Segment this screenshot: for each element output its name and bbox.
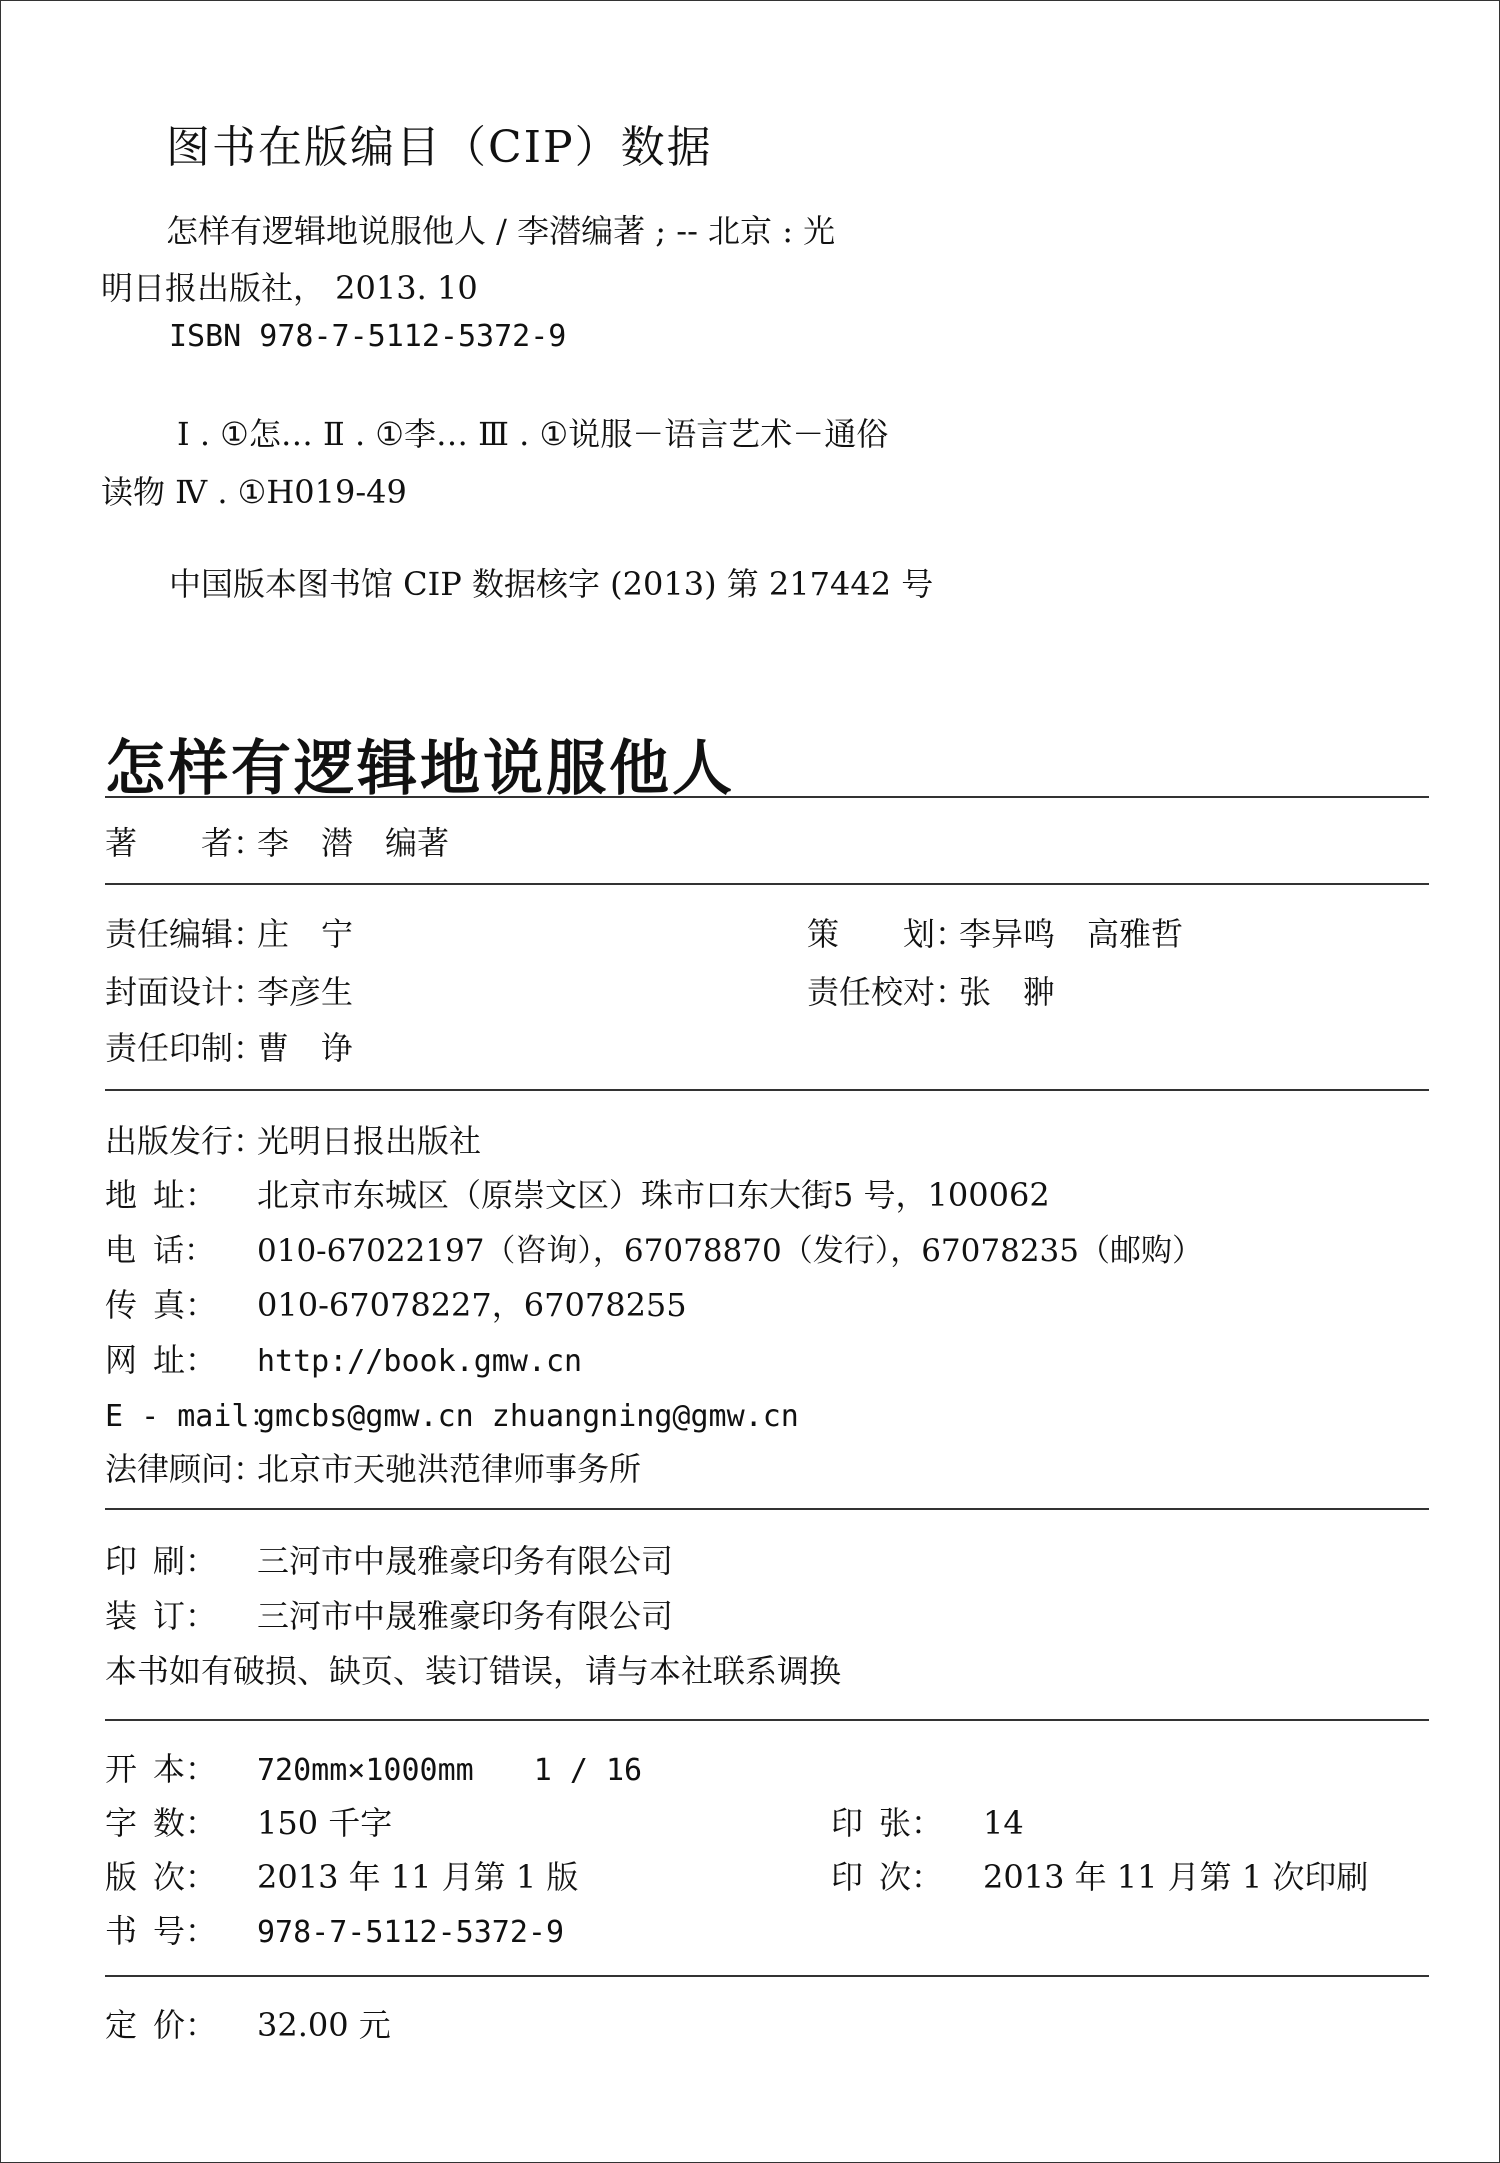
price-label-a: 定 [105, 2006, 138, 2044]
printer-label-b: 刷： [153, 1542, 218, 1580]
print-supervisor-value: 曹 诤 [257, 1029, 354, 1067]
format-value: 720mm×1000mm 1 / 16 [257, 1753, 643, 1788]
cip-classification-2: 读物 Ⅳ . ①H019-49 [101, 473, 407, 511]
cip-line-1: 怎样有逻辑地说服他人 / 李潜编著 ; -- 北京 : 光 [166, 212, 836, 250]
print-supervisor-row [105, 1023, 353, 1069]
printer-row [105, 1536, 673, 1582]
legal-advisor-label: 法律顾问： [105, 1450, 266, 1488]
website-link[interactable]: http://book.gmw.cn [257, 1344, 583, 1379]
phone-label-a: 电 [105, 1233, 136, 1269]
cip-isbn: ISBN 978-7-5112-5372-9 [169, 319, 567, 354]
cover-design-value: 李彦生 [257, 973, 354, 1011]
print-run-row [831, 1852, 1368, 1898]
isbn-row [105, 1906, 564, 1952]
print-run-label-a: 印 [831, 1858, 864, 1896]
address-value: 北京市东城区（原崇文区）珠市口东大街5 号，100062 [257, 1176, 1050, 1214]
planner-label: 策 划： [807, 915, 968, 953]
website-row [105, 1335, 582, 1381]
divider [105, 1089, 1429, 1091]
planner-row [807, 909, 1183, 955]
word-count-label-b: 数： [153, 1804, 218, 1842]
price-value: 32.00 元 [257, 2006, 391, 2044]
print-run-label-b: 次： [879, 1858, 944, 1896]
divider [105, 1719, 1429, 1721]
word-count-label-a: 字 [105, 1804, 138, 1842]
address-row [105, 1170, 1050, 1216]
legal-advisor-row [105, 1444, 641, 1490]
cover-design-row [105, 967, 353, 1013]
publisher-label: 出版发行： [105, 1122, 266, 1160]
phone-row [105, 1225, 1203, 1270]
author-row [105, 818, 449, 864]
edition-row [105, 1852, 578, 1898]
fax-value: 010-67078227，67078255 [257, 1286, 687, 1324]
binder-label-b: 订： [153, 1597, 218, 1635]
website-label-a: 网 [105, 1341, 138, 1379]
edition-label-a: 版 [105, 1858, 138, 1896]
divider [105, 1975, 1429, 1977]
author-value: 李 潜 编著 [257, 824, 450, 862]
word-count-value: 150 千字 [257, 1804, 393, 1842]
proofreader-value: 张 翀 [959, 973, 1056, 1011]
website-label-b: 址： [153, 1341, 218, 1379]
cip-line-2: 明日报出版社， 2013. 10 [101, 269, 478, 307]
author-label: 著 者： [105, 824, 266, 862]
fax-label-a: 传 [105, 1286, 138, 1324]
print-sheets-value: 14 [983, 1804, 1024, 1842]
proofreader-row [807, 967, 1055, 1013]
fax-row [105, 1280, 687, 1326]
proofreader-label: 责任校对： [807, 973, 968, 1011]
price-label-b: 价： [153, 2006, 218, 2044]
editor-label: 责任编辑： [105, 915, 266, 953]
cip-classification-1: Ⅰ . ①怎… Ⅱ . ①李… Ⅲ . ①说服－语言艺术－通俗 [177, 415, 889, 453]
format-label-a: 开 [105, 1750, 138, 1788]
divider [105, 796, 1429, 798]
edition-label-b: 次： [153, 1858, 218, 1896]
print-supervisor-label: 责任印制： [105, 1029, 266, 1067]
fax-label-b: 真： [153, 1286, 218, 1324]
address-label-b: 址： [153, 1176, 218, 1214]
format-label-b: 本： [153, 1750, 218, 1788]
format-row [105, 1744, 642, 1790]
print-sheets-label-b: 张： [879, 1804, 944, 1842]
phone-value: 010-67022197（咨询），67078870（发行），67078235（邮购） [257, 1233, 1203, 1269]
damage-notice: 本书如有破损、缺页、装订错误，请与本社联系调换 [105, 1652, 842, 1690]
edition-value: 2013 年 11 月第 1 版 [257, 1858, 579, 1896]
price-row [105, 2000, 391, 2046]
print-run-value: 2013 年 11 月第 1 次印刷 [983, 1858, 1369, 1896]
printer-label-a: 印 [105, 1542, 138, 1580]
phone-label-b: 话： [153, 1233, 215, 1269]
legal-advisor-value: 北京市天驰洪范律师事务所 [257, 1450, 642, 1488]
word-count-row [105, 1798, 392, 1844]
cover-design-label: 封面设计： [105, 973, 266, 1011]
editor-row [105, 909, 353, 955]
editor-value: 庄 宁 [257, 915, 354, 953]
cip-heading: 图书在版编目（CIP）数据 [166, 122, 713, 173]
publisher-row [105, 1116, 481, 1162]
isbn-label-b: 号： [153, 1912, 218, 1950]
print-sheets-label-a: 印 [831, 1804, 864, 1842]
email-value[interactable]: gmcbs@gmw.cn zhuangning@gmw.cn [257, 1399, 799, 1434]
planner-value: 李异鸣 高雅哲 [959, 915, 1184, 953]
divider [105, 883, 1429, 885]
divider [105, 1508, 1429, 1510]
binder-row [105, 1591, 673, 1637]
binder-value: 三河市中晟雅豪印务有限公司 [257, 1597, 674, 1635]
email-row [105, 1391, 799, 1435]
address-label-a: 地 [105, 1176, 138, 1214]
book-title: 怎样有逻辑地说服他人 [105, 734, 735, 804]
publisher-value: 光明日报出版社 [257, 1122, 482, 1160]
print-sheets-row [831, 1798, 1024, 1844]
email-label: E - mail： [105, 1399, 280, 1434]
isbn-value: 978-7-5112-5372-9 [257, 1915, 565, 1950]
cip-check-number: 中国版本图书馆 CIP 数据核字 (2013) 第 217442 号 [169, 565, 934, 603]
isbn-label-a: 书 [105, 1912, 138, 1950]
binder-label-a: 装 [105, 1597, 138, 1635]
printer-value: 三河市中晟雅豪印务有限公司 [257, 1542, 674, 1580]
